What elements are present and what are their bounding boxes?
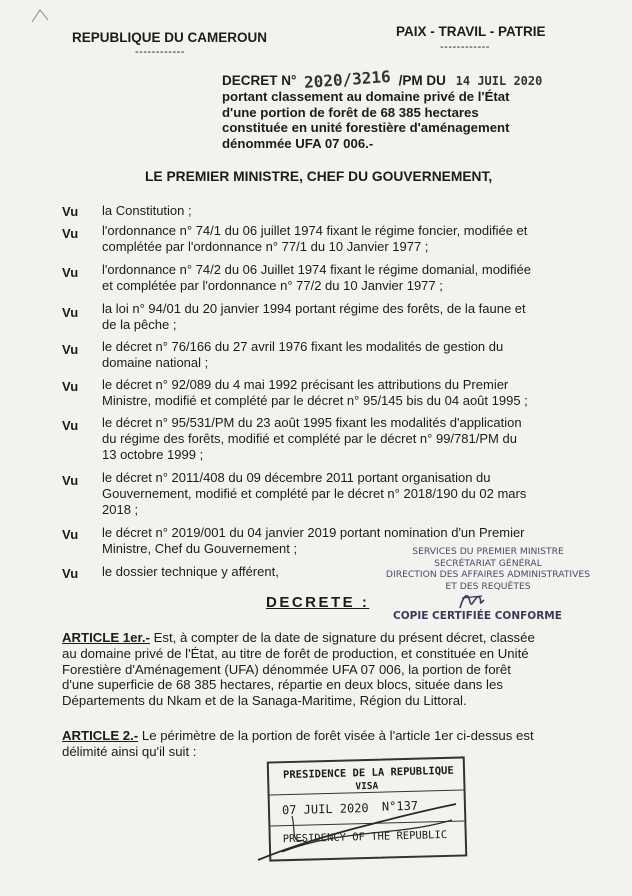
- article-line: Départements du Nkam et de la Sanaga-Maritime, Région du Littoral.: [62, 693, 467, 709]
- decree-label: DECRET N°: [222, 73, 297, 88]
- vu-label: Vu: [62, 379, 79, 394]
- vu-line: Gouvernement, modifié et complété par le décret n° 2018/190 du 02 mars: [102, 485, 527, 501]
- vu-line: du régime des forêts, modifié et complété par le décret n° 99/781/PM du: [102, 430, 517, 446]
- decree-number: 2020/3216: [303, 66, 392, 93]
- motto-dashes: ------------: [440, 41, 490, 53]
- vu-label: Vu: [62, 473, 79, 488]
- vu-line: le décret n° 92/089 du 4 mai 1992 précisant les attributions du Premier: [102, 377, 509, 392]
- vu-line: l'ordonnance n° 74/2 du 06 Juillet 1974 fixant le régime domanial, modifiée: [102, 262, 532, 277]
- vu-item: [102, 564, 279, 580]
- vu-line: 2018 ;: [102, 501, 139, 517]
- article-1: [62, 630, 535, 709]
- vu-item: [102, 203, 192, 219]
- vu-item: [102, 339, 503, 371]
- visa-signature-icon: [252, 796, 462, 866]
- visa-stamp-visa: VISA: [355, 780, 379, 793]
- vu-label: Vu: [62, 418, 79, 433]
- republic-dashes: ------------: [135, 46, 185, 58]
- vu-line: et complétée par l'ordonnance n° 77/2 du 10 Janvier 1977 ;: [102, 277, 443, 293]
- article-1-label: ARTICLE 1er.-: [62, 630, 150, 645]
- premier-heading: LE PREMIER MINISTRE, CHEF DU GOUVERNEMENT,: [145, 169, 493, 184]
- decree-suffix: /PM DU: [398, 73, 446, 88]
- vu-item: [102, 377, 528, 409]
- vu-label: Vu: [62, 226, 79, 241]
- vu-line: Ministre, modifié et complété par le décret n° 95/145 bis du 04 août 1995 ;: [102, 392, 528, 408]
- decree-title-line: dénommée UFA 07 006.-: [222, 135, 374, 151]
- article-2-label: ARTICLE 2.-: [62, 728, 139, 743]
- vu-line: Ministre, Chef du Gouvernement ;: [102, 540, 298, 556]
- decree-number-line: [222, 66, 543, 93]
- services-stamp: [368, 546, 608, 592]
- corner-mark-icon: [30, 8, 50, 24]
- visa-stamp-title: PRESIDENCE DE LA REPUBLIQUE: [282, 764, 454, 782]
- vu-line: le décret n° 2011/408 du 09 décembre 2011 portant organisation du: [102, 470, 491, 485]
- vu-line: l'ordonnance n° 74/1 du 06 juillet 1974 fixant le régime foncier, modifiée et: [102, 223, 528, 238]
- motto: PAIX - TRAVIL - PATRIE: [396, 24, 546, 39]
- article-line: au domaine privé de l'État, au titre de forêt de production, et constituée en Unité: [62, 645, 529, 661]
- visa-stamp-date: 07 JUIL 2020: [281, 800, 369, 818]
- vu-item: [102, 262, 531, 294]
- stamp-line: SECRÉTARIAT GÉNÉRAL: [434, 557, 542, 569]
- decrete-heading: DECRETE :: [266, 594, 370, 611]
- vu-line: 13 octobre 1999 ;: [102, 446, 204, 462]
- stamp-line: DIRECTION DES AFFAIRES ADMINISTRATIVES: [385, 569, 591, 580]
- decree-title-line: constituée en unité forestière d'aménagement: [222, 120, 510, 136]
- decree-title: [222, 89, 509, 151]
- vu-line: le décret n° 2019/001 du 04 janvier 2019 portant nomination d'un Premier: [102, 525, 525, 540]
- vu-label: Vu: [62, 566, 79, 581]
- copie-certifiee: COPIE CERTIFIÉE CONFORME: [393, 610, 562, 622]
- vu-item: [102, 223, 527, 255]
- vu-line: de la pêche ;: [102, 316, 177, 332]
- visa-stamp-english: PRESIDENCY OF THE REPUBLIC: [282, 828, 448, 846]
- decree-title-line: portant classement au domaine privé de l'État: [222, 89, 510, 104]
- decree-title-line: d'une portion de forêt de 68 385 hectares: [222, 104, 479, 120]
- vu-label: Vu: [62, 305, 79, 320]
- vu-line: domaine national ;: [102, 354, 209, 370]
- article-line: Forestière d'Aménagement (UFA) dénommée UFA 07 006, la portion de forêt: [62, 661, 511, 677]
- vu-line: le dossier technique y afférent,: [102, 564, 279, 579]
- vu-label: Vu: [62, 265, 79, 280]
- vu-line: la Constitution ;: [102, 203, 192, 218]
- article-line: Le périmètre de la portion de forêt visée à l'article 1er ci-dessus est: [141, 728, 534, 743]
- article-line: délimité ainsi qu'il suit :: [62, 743, 197, 759]
- vu-label: Vu: [62, 342, 79, 357]
- vu-label: Vu: [62, 527, 79, 542]
- vu-line: le décret n° 95/531/PM du 23 août 1995 fixant les modalités d'application: [102, 415, 522, 430]
- vu-label: Vu: [62, 204, 79, 219]
- vu-item: [102, 470, 526, 517]
- vu-item: [102, 415, 522, 462]
- decree-date: 14 JUIL 2020: [455, 74, 543, 88]
- article-2: [62, 728, 534, 760]
- vu-line: la loi n° 94/01 du 20 janvier 1994 portant régime des forêts, de la faune et: [102, 301, 526, 316]
- vu-item: [102, 301, 526, 333]
- vu-line: le décret n° 76/166 du 27 avril 1976 fixant les modalités de gestion du: [102, 339, 504, 354]
- article-line: Est, à compter de la date de signature du présent décret, classée: [153, 630, 535, 645]
- article-line: d'une superficie de 68 385 hectares, répartie en deux blocs, située dans les: [62, 677, 503, 693]
- republic-title: REPUBLIQUE DU CAMEROUN: [72, 30, 268, 45]
- vu-line: complétée par l'ordonnance n° 77/1 du 10 Janvier 1977 ;: [102, 238, 429, 254]
- visa-stamp-number: N°137: [381, 798, 419, 814]
- stamp-line: ET DES REQUÊTES: [445, 580, 531, 592]
- stamp-line: SERVICES DU PREMIER MINISTRE: [412, 546, 564, 557]
